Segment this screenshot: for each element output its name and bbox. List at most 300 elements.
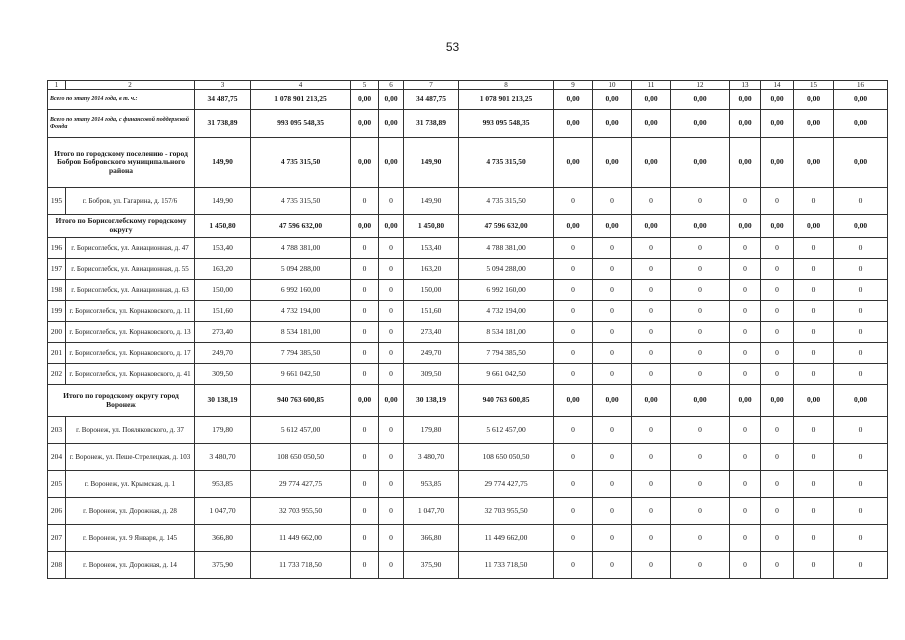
cell-value: 0 bbox=[834, 259, 888, 280]
cell-value: 4 732 194,00 bbox=[459, 301, 554, 322]
cell-value: 0,00 bbox=[671, 385, 730, 417]
cell-value: 4 735 315,50 bbox=[251, 188, 351, 215]
cell-value: 0 bbox=[671, 471, 730, 498]
cell-value: 0 bbox=[554, 188, 593, 215]
cell-value: 0 bbox=[834, 301, 888, 322]
cell-value: 0 bbox=[794, 417, 834, 444]
cell-value: 0,00 bbox=[730, 215, 761, 238]
cell-value: 0,00 bbox=[554, 90, 593, 110]
cell-value: 108 650 050,50 bbox=[251, 444, 351, 471]
table-row bbox=[48, 188, 888, 215]
cell-value: 0 bbox=[761, 444, 794, 471]
cell-value: 0 bbox=[593, 343, 632, 364]
cell-value: 32 703 955,50 bbox=[251, 498, 351, 525]
cell-value: 0 bbox=[593, 238, 632, 259]
cell-value: 0 bbox=[834, 322, 888, 343]
cell-value: 150,00 bbox=[404, 280, 459, 301]
cell-value: 0,00 bbox=[794, 215, 834, 238]
cell-value: 0 bbox=[593, 444, 632, 471]
cell-value: 0 bbox=[593, 525, 632, 552]
cell-value: 34 487,75 bbox=[404, 90, 459, 110]
cell-value: 0 bbox=[794, 259, 834, 280]
cell-value: 0 bbox=[671, 259, 730, 280]
cell-value: 0 bbox=[351, 364, 379, 385]
cell-value: 1 047,70 bbox=[195, 498, 251, 525]
column-header: 12 bbox=[671, 81, 730, 90]
cell-value: 0 bbox=[834, 343, 888, 364]
cell-value: 0 bbox=[730, 444, 761, 471]
cell-value: 4 732 194,00 bbox=[251, 301, 351, 322]
cell-value: 0 bbox=[379, 322, 404, 343]
cell-value: 0 bbox=[834, 364, 888, 385]
cell-value: 0,00 bbox=[671, 90, 730, 110]
cell-value: 0 bbox=[379, 364, 404, 385]
cell-value: 0 bbox=[761, 188, 794, 215]
cell-value: 31 738,89 bbox=[404, 110, 459, 138]
cell-value: 0 bbox=[554, 552, 593, 579]
cell-value: 0 bbox=[351, 238, 379, 259]
row-address: г. Борисоглебск, ул. Корнаковского, д. 13 bbox=[66, 322, 195, 343]
cell-value: 0,00 bbox=[593, 90, 632, 110]
cell-value: 0,00 bbox=[761, 385, 794, 417]
cell-value: 0 bbox=[632, 259, 671, 280]
cell-value: 0 bbox=[761, 525, 794, 552]
cell-value: 0,00 bbox=[761, 110, 794, 138]
cell-value: 0,00 bbox=[351, 215, 379, 238]
cell-value: 0 bbox=[351, 188, 379, 215]
cell-value: 0 bbox=[593, 301, 632, 322]
cell-value: 0,00 bbox=[761, 138, 794, 188]
cell-value: 8 534 181,00 bbox=[251, 322, 351, 343]
row-number: 206 bbox=[48, 498, 66, 525]
cell-value: 309,50 bbox=[195, 364, 251, 385]
cell-value: 309,50 bbox=[404, 364, 459, 385]
table-row bbox=[48, 90, 888, 110]
cell-value: 0 bbox=[761, 238, 794, 259]
cell-value: 47 596 632,00 bbox=[459, 215, 554, 238]
row-address: г. Бобров, ул. Гагарина, д. 157/6 bbox=[66, 188, 195, 215]
row-number: 208 bbox=[48, 552, 66, 579]
cell-value: 366,80 bbox=[404, 525, 459, 552]
cell-value: 5 612 457,00 bbox=[459, 417, 554, 444]
cell-value: 11 733 718,50 bbox=[459, 552, 554, 579]
cell-value: 32 703 955,50 bbox=[459, 498, 554, 525]
cell-value: 0,00 bbox=[671, 138, 730, 188]
cell-value: 149,90 bbox=[195, 138, 251, 188]
cell-value: 11 449 662,00 bbox=[251, 525, 351, 552]
row-address: г. Борисоглебск, ул. Корнаковского, д. 41 bbox=[66, 364, 195, 385]
cell-value: 0 bbox=[671, 498, 730, 525]
row-address: г. Воронеж, ул. Пояляковского, д. 37 bbox=[66, 417, 195, 444]
cell-value: 0 bbox=[351, 259, 379, 280]
cell-value: 30 138,19 bbox=[404, 385, 459, 417]
cell-value: 273,40 bbox=[404, 322, 459, 343]
cell-value: 0 bbox=[379, 301, 404, 322]
column-header: 10 bbox=[593, 81, 632, 90]
cell-value: 0 bbox=[730, 343, 761, 364]
cell-value: 0 bbox=[379, 259, 404, 280]
cell-value: 0 bbox=[554, 471, 593, 498]
cell-value: 4 735 315,50 bbox=[459, 138, 554, 188]
cell-value: 0 bbox=[834, 471, 888, 498]
cell-value: 0 bbox=[730, 552, 761, 579]
cell-value: 163,20 bbox=[404, 259, 459, 280]
cell-value: 0 bbox=[794, 471, 834, 498]
cell-value: 375,90 bbox=[404, 552, 459, 579]
table-row bbox=[48, 552, 888, 579]
cell-value: 0,00 bbox=[554, 138, 593, 188]
cell-value: 0 bbox=[794, 364, 834, 385]
cell-value: 0 bbox=[794, 498, 834, 525]
cell-value: 0 bbox=[730, 259, 761, 280]
table-row bbox=[48, 259, 888, 280]
cell-value: 0 bbox=[671, 238, 730, 259]
cell-value: 0,00 bbox=[379, 138, 404, 188]
cell-value: 1 078 901 213,25 bbox=[459, 90, 554, 110]
cell-value: 0,00 bbox=[351, 138, 379, 188]
row-number: 198 bbox=[48, 280, 66, 301]
cell-value: 0 bbox=[554, 525, 593, 552]
table-row bbox=[48, 417, 888, 444]
cell-value: 29 774 427,75 bbox=[251, 471, 351, 498]
cell-value: 0 bbox=[794, 343, 834, 364]
cell-value: 0 bbox=[671, 417, 730, 444]
row-address: г. Борисоглебск, ул. Корнаковского, д. 17 bbox=[66, 343, 195, 364]
cell-value: 1 047,70 bbox=[404, 498, 459, 525]
column-header: 4 bbox=[251, 81, 351, 90]
cell-value: 30 138,19 bbox=[195, 385, 251, 417]
row-number: 203 bbox=[48, 417, 66, 444]
column-header: 13 bbox=[730, 81, 761, 90]
cell-value: 179,80 bbox=[404, 417, 459, 444]
row-address: г. Борисоглебск, ул. Авиационная, д. 55 bbox=[66, 259, 195, 280]
cell-value: 9 661 042,50 bbox=[251, 364, 351, 385]
row-number: 196 bbox=[48, 238, 66, 259]
cell-value: 0,00 bbox=[834, 138, 888, 188]
cell-value: 0,00 bbox=[730, 385, 761, 417]
cell-value: 0,00 bbox=[794, 90, 834, 110]
cell-value: 940 763 600,85 bbox=[251, 385, 351, 417]
cell-value: 0 bbox=[351, 301, 379, 322]
cell-value: 0 bbox=[761, 417, 794, 444]
cell-value: 0 bbox=[351, 552, 379, 579]
cell-value: 0 bbox=[351, 471, 379, 498]
cell-value: 0 bbox=[834, 238, 888, 259]
cell-value: 153,40 bbox=[195, 238, 251, 259]
cell-value: 0 bbox=[554, 444, 593, 471]
cell-value: 0 bbox=[593, 498, 632, 525]
row-address: г. Борисоглебск, ул. Авиационная, д. 47 bbox=[66, 238, 195, 259]
cell-value: 0 bbox=[632, 552, 671, 579]
row-address: г. Воронеж, ул. 9 Января, д. 145 bbox=[66, 525, 195, 552]
cell-value: 0 bbox=[730, 417, 761, 444]
table-row bbox=[48, 444, 888, 471]
cell-value: 0,00 bbox=[593, 215, 632, 238]
cell-value: 953,85 bbox=[195, 471, 251, 498]
cell-value: 4 788 381,00 bbox=[459, 238, 554, 259]
cell-value: 0 bbox=[554, 301, 593, 322]
column-header: 9 bbox=[554, 81, 593, 90]
cell-value: 0 bbox=[834, 498, 888, 525]
cell-value: 0 bbox=[794, 188, 834, 215]
cell-value: 4 788 381,00 bbox=[251, 238, 351, 259]
cell-value: 0,00 bbox=[554, 385, 593, 417]
cell-value: 0,00 bbox=[794, 138, 834, 188]
cell-value: 0 bbox=[730, 525, 761, 552]
cell-value: 0 bbox=[671, 322, 730, 343]
cell-value: 0,00 bbox=[671, 215, 730, 238]
cell-value: 0 bbox=[593, 188, 632, 215]
table-row bbox=[48, 498, 888, 525]
row-label: Всего по этапу 2014 года, с финансовой поддержкой Фонда bbox=[48, 110, 195, 138]
cell-value: 0 bbox=[351, 417, 379, 444]
cell-value: 5 094 288,00 bbox=[459, 259, 554, 280]
cell-value: 0 bbox=[671, 525, 730, 552]
row-address: г. Борисоглебск, ул. Авиационная, д. 63 bbox=[66, 280, 195, 301]
cell-value: 7 794 385,50 bbox=[251, 343, 351, 364]
row-number: 201 bbox=[48, 343, 66, 364]
cell-value: 6 992 160,00 bbox=[251, 280, 351, 301]
cell-value: 4 735 315,50 bbox=[251, 138, 351, 188]
cell-value: 993 095 548,35 bbox=[459, 110, 554, 138]
row-address: г. Воронеж, ул. Дорожная, д. 28 bbox=[66, 498, 195, 525]
cell-value: 0 bbox=[761, 343, 794, 364]
cell-value: 0,00 bbox=[794, 385, 834, 417]
cell-value: 8 534 181,00 bbox=[459, 322, 554, 343]
cell-value: 0 bbox=[632, 301, 671, 322]
cell-value: 0 bbox=[351, 280, 379, 301]
row-address: г. Борисоглебск, ул. Корнаковского, д. 11 bbox=[66, 301, 195, 322]
cell-value: 9 661 042,50 bbox=[459, 364, 554, 385]
cell-value: 4 735 315,50 bbox=[459, 188, 554, 215]
row-number: 207 bbox=[48, 525, 66, 552]
cell-value: 0 bbox=[794, 552, 834, 579]
cell-value: 0 bbox=[554, 417, 593, 444]
cell-value: 0 bbox=[834, 444, 888, 471]
row-number: 200 bbox=[48, 322, 66, 343]
cell-value: 0 bbox=[730, 364, 761, 385]
cell-value: 0 bbox=[593, 280, 632, 301]
cell-value: 0,00 bbox=[379, 215, 404, 238]
row-label: Итого по Борисоглебскому городскому округу bbox=[48, 215, 195, 238]
cell-value: 0 bbox=[351, 444, 379, 471]
cell-value: 108 650 050,50 bbox=[459, 444, 554, 471]
cell-value: 0 bbox=[593, 471, 632, 498]
cell-value: 0,00 bbox=[351, 385, 379, 417]
cell-value: 179,80 bbox=[195, 417, 251, 444]
cell-value: 0 bbox=[834, 552, 888, 579]
cell-value: 7 794 385,50 bbox=[459, 343, 554, 364]
cell-value: 0 bbox=[730, 471, 761, 498]
cell-value: 0,00 bbox=[794, 110, 834, 138]
cell-value: 0 bbox=[834, 280, 888, 301]
cell-value: 0,00 bbox=[834, 110, 888, 138]
cell-value: 1 450,80 bbox=[195, 215, 251, 238]
cell-value: 0 bbox=[730, 322, 761, 343]
cell-value: 6 992 160,00 bbox=[459, 280, 554, 301]
data-table bbox=[47, 80, 888, 579]
cell-value: 0,00 bbox=[351, 110, 379, 138]
table-row bbox=[48, 385, 888, 417]
header-row bbox=[48, 81, 888, 90]
cell-value: 150,00 bbox=[195, 280, 251, 301]
cell-value: 29 774 427,75 bbox=[459, 471, 554, 498]
cell-value: 0 bbox=[794, 238, 834, 259]
cell-value: 0,00 bbox=[761, 90, 794, 110]
cell-value: 0 bbox=[379, 417, 404, 444]
cell-value: 0 bbox=[379, 343, 404, 364]
cell-value: 0 bbox=[554, 259, 593, 280]
column-header: 15 bbox=[794, 81, 834, 90]
table-row bbox=[48, 238, 888, 259]
table-row bbox=[48, 280, 888, 301]
cell-value: 0 bbox=[632, 343, 671, 364]
cell-value: 0,00 bbox=[632, 90, 671, 110]
cell-value: 0,00 bbox=[593, 110, 632, 138]
cell-value: 0 bbox=[554, 343, 593, 364]
cell-value: 0 bbox=[351, 343, 379, 364]
cell-value: 0 bbox=[379, 238, 404, 259]
cell-value: 0 bbox=[671, 188, 730, 215]
cell-value: 993 095 548,35 bbox=[251, 110, 351, 138]
cell-value: 0 bbox=[351, 322, 379, 343]
table-row bbox=[48, 471, 888, 498]
cell-value: 31 738,89 bbox=[195, 110, 251, 138]
cell-value: 249,70 bbox=[404, 343, 459, 364]
table-row bbox=[48, 364, 888, 385]
cell-value: 0 bbox=[761, 280, 794, 301]
cell-value: 0 bbox=[632, 238, 671, 259]
cell-value: 0,00 bbox=[632, 110, 671, 138]
cell-value: 0 bbox=[730, 301, 761, 322]
cell-value: 0 bbox=[554, 364, 593, 385]
row-number: 204 bbox=[48, 444, 66, 471]
row-number: 197 bbox=[48, 259, 66, 280]
cell-value: 0 bbox=[761, 259, 794, 280]
cell-value: 0,00 bbox=[834, 385, 888, 417]
column-header: 16 bbox=[834, 81, 888, 90]
table-row bbox=[48, 322, 888, 343]
row-number: 205 bbox=[48, 471, 66, 498]
cell-value: 0 bbox=[794, 280, 834, 301]
table-row bbox=[48, 215, 888, 238]
cell-value: 366,80 bbox=[195, 525, 251, 552]
table-row bbox=[48, 110, 888, 138]
cell-value: 151,60 bbox=[195, 301, 251, 322]
table-row bbox=[48, 525, 888, 552]
cell-value: 940 763 600,85 bbox=[459, 385, 554, 417]
cell-value: 273,40 bbox=[195, 322, 251, 343]
cell-value: 0 bbox=[730, 498, 761, 525]
cell-value: 0 bbox=[671, 552, 730, 579]
cell-value: 0 bbox=[671, 343, 730, 364]
cell-value: 0,00 bbox=[554, 110, 593, 138]
cell-value: 0 bbox=[794, 322, 834, 343]
cell-value: 149,90 bbox=[195, 188, 251, 215]
cell-value: 0,00 bbox=[554, 215, 593, 238]
cell-value: 163,20 bbox=[195, 259, 251, 280]
cell-value: 0 bbox=[379, 188, 404, 215]
cell-value: 0 bbox=[834, 525, 888, 552]
cell-value: 0 bbox=[794, 525, 834, 552]
row-address: г. Воронеж, ул. Крымская, д. 1 bbox=[66, 471, 195, 498]
row-number: 202 bbox=[48, 364, 66, 385]
cell-value: 0 bbox=[379, 280, 404, 301]
table-row bbox=[48, 301, 888, 322]
cell-value: 0,00 bbox=[379, 385, 404, 417]
cell-value: 3 480,70 bbox=[195, 444, 251, 471]
cell-value: 1 078 901 213,25 bbox=[251, 90, 351, 110]
cell-value: 5 612 457,00 bbox=[251, 417, 351, 444]
cell-value: 0 bbox=[761, 552, 794, 579]
cell-value: 0,00 bbox=[593, 138, 632, 188]
cell-value: 0 bbox=[730, 238, 761, 259]
cell-value: 0 bbox=[671, 444, 730, 471]
cell-value: 0,00 bbox=[761, 215, 794, 238]
cell-value: 0 bbox=[593, 552, 632, 579]
cell-value: 0,00 bbox=[834, 215, 888, 238]
column-header: 5 bbox=[351, 81, 379, 90]
cell-value: 0 bbox=[351, 498, 379, 525]
table-row bbox=[48, 343, 888, 364]
cell-value: 0,00 bbox=[632, 385, 671, 417]
column-header: 3 bbox=[195, 81, 251, 90]
cell-value: 0,00 bbox=[593, 385, 632, 417]
row-number: 195 bbox=[48, 188, 66, 215]
row-label: Итого по городскому округу город Воронеж bbox=[48, 385, 195, 417]
column-header: 6 bbox=[379, 81, 404, 90]
cell-value: 0,00 bbox=[671, 110, 730, 138]
cell-value: 0,00 bbox=[632, 215, 671, 238]
cell-value: 149,90 bbox=[404, 188, 459, 215]
row-address: г. Воронеж, ул. Дорожная, д. 14 bbox=[66, 552, 195, 579]
cell-value: 0 bbox=[671, 364, 730, 385]
cell-value: 0 bbox=[379, 444, 404, 471]
cell-value: 0 bbox=[554, 498, 593, 525]
row-address: г. Воронеж, ул. Пеше-Стрелецкая, д. 103 bbox=[66, 444, 195, 471]
cell-value: 11 449 662,00 bbox=[459, 525, 554, 552]
cell-value: 0,00 bbox=[379, 90, 404, 110]
cell-value: 0,00 bbox=[834, 90, 888, 110]
cell-value: 0,00 bbox=[351, 90, 379, 110]
row-label: Итого по городскому поселению - город Бобров Бобровского муниципального района bbox=[48, 138, 195, 188]
cell-value: 0 bbox=[632, 280, 671, 301]
cell-value: 0 bbox=[632, 498, 671, 525]
cell-value: 0 bbox=[632, 444, 671, 471]
cell-value: 0,00 bbox=[730, 138, 761, 188]
cell-value: 47 596 632,00 bbox=[251, 215, 351, 238]
cell-value: 0 bbox=[761, 322, 794, 343]
cell-value: 0 bbox=[632, 471, 671, 498]
cell-value: 0 bbox=[379, 498, 404, 525]
cell-value: 0 bbox=[379, 525, 404, 552]
cell-value: 0 bbox=[794, 301, 834, 322]
cell-value: 375,90 bbox=[195, 552, 251, 579]
column-header: 8 bbox=[459, 81, 554, 90]
cell-value: 0 bbox=[671, 301, 730, 322]
row-number: 199 bbox=[48, 301, 66, 322]
cell-value: 0 bbox=[632, 525, 671, 552]
cell-value: 0 bbox=[379, 552, 404, 579]
column-header: 14 bbox=[761, 81, 794, 90]
cell-value: 0 bbox=[632, 322, 671, 343]
cell-value: 3 480,70 bbox=[404, 444, 459, 471]
cell-value: 0,00 bbox=[730, 110, 761, 138]
cell-value: 0 bbox=[632, 364, 671, 385]
cell-value: 0 bbox=[834, 188, 888, 215]
cell-value: 0 bbox=[351, 525, 379, 552]
table-row bbox=[48, 138, 888, 188]
